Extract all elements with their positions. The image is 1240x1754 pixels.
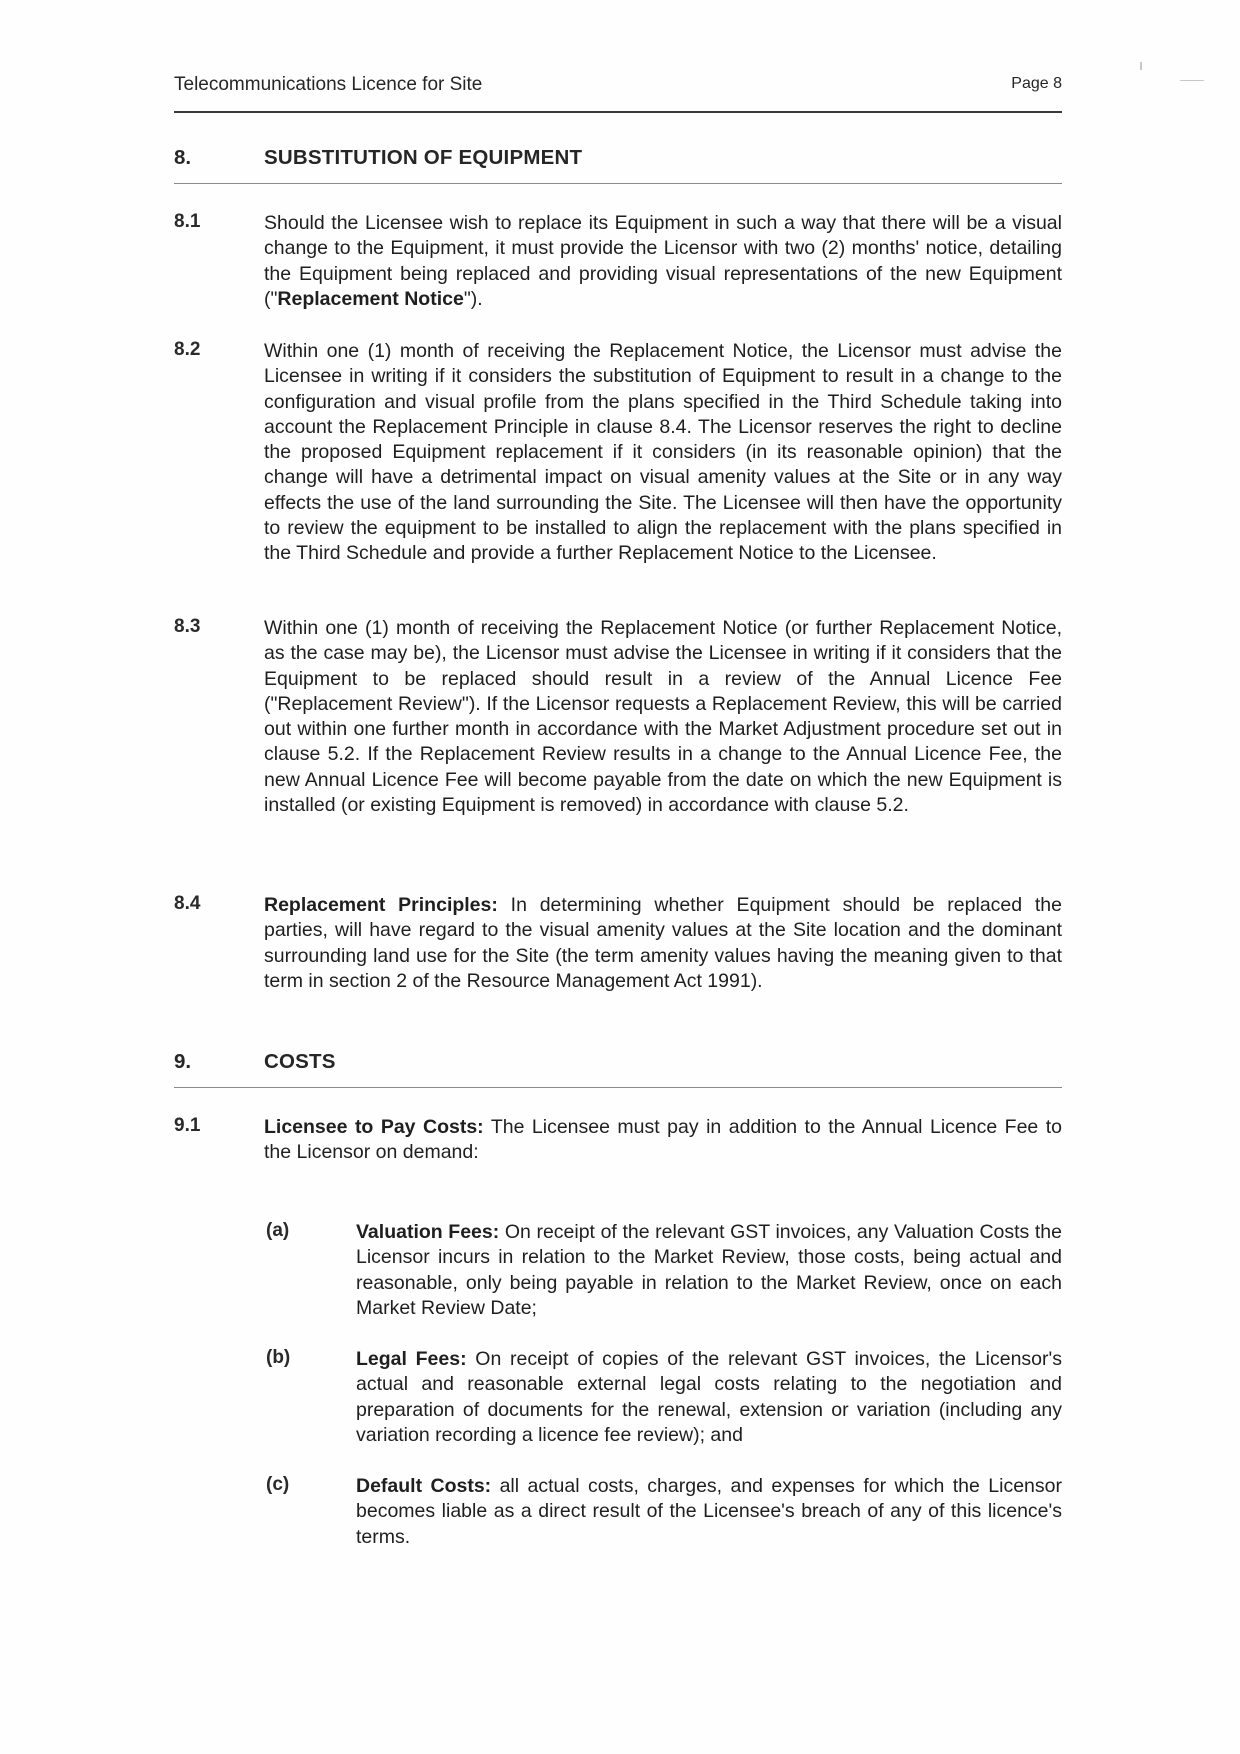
clause-text: Licensee to Pay Costs: The Licensee must pay in addition to the Annual Licence Fee to the Licensor on demand: <box>264 1116 1063 1164</box>
subclause-c <box>264 1474 1062 1550</box>
clause-9-1 <box>174 1115 1062 1166</box>
clause-number: 8.2 <box>174 339 201 360</box>
clause-8-4 <box>174 893 1062 994</box>
clause-number: 8.3 <box>174 616 201 637</box>
scan-artifact <box>1180 80 1204 81</box>
section-title: SUBSTITUTION OF EQUIPMENT <box>264 146 583 169</box>
subclause-lead: Default Costs: <box>356 1475 492 1497</box>
defined-term: Replacement Notice <box>277 287 464 310</box>
header-divider <box>174 111 1062 113</box>
clause-number: 8.1 <box>174 211 201 232</box>
subclause-lead: Legal Fees: <box>356 1348 467 1370</box>
section-divider <box>174 1087 1062 1088</box>
clause-text: Within one (1) month of receiving the Replacement Notice (or further Replacement Notice, as the case may be), the Licensor must advise the Licensee in writing if it considers that the Equipment to be replaced should result in a review of the Annual Licence Fee ("Replacement Review"). If the Licensor requests a Replacement Review, this will be carried out within one further month in accordance with the Market Adjustment procedure set out in clause 5.2. If the Replacement Review results in a change to the Annual Licence Fee, the new Annual Licence Fee will become payable from the date on which the new Equipment is installed (or existing Equipment is removed) in accordance with clause 5.2. <box>264 617 1062 817</box>
subclause-b <box>264 1347 1062 1448</box>
subclause-label: (c) <box>266 1474 290 1495</box>
clause-number: 9.1 <box>174 1115 201 1136</box>
clause-number: 8.4 <box>174 893 201 914</box>
scan-artifact <box>1140 62 1142 70</box>
document-title: Telecommunications Licence for Site <box>174 74 483 95</box>
clause-text: Replacement Principles: In determining whether Equipment should be replaced the parties, will have regard to the visual amenity values at the Site location and the dominant surrounding land use for the Site (the term amenity values having the meaning given to that term in section 2 of the Resource Management Act 1991). <box>264 894 1063 992</box>
clause-text: Should the Licensee wish to replace its Equipment in such a way that there will be a visual change to the Equipment, it must provide the Licensor with two (2) months' notice, detailing the Equipment being replaced and providing visual representations of the new Equipment ("Replacement Notice"). <box>264 212 1062 310</box>
clause-8-3 <box>174 616 1062 818</box>
clause-text: Within one (1) month of receiving the Replacement Notice, the Licensor must advise the Licensee in writing if it considers the substitution of Equipment to result in a change to the configuration and visual profile from the plans specified in the Third Schedule taking into account the Replacement Principle in clause 8.4. The Licensor reserves the right to decline the proposed Equipment replacement if it considers (in its reasonable opinion) that the change will have a detrimental impact on visual amenity values at the Site or in any way effects the use of the land surrounding the Site. The Licensee will then have the opportunity to review the equipment to be installed to align the replacement with the plans specified in the Third Schedule and provide a further Replacement Notice to the Licensee. <box>264 340 1062 565</box>
clause-lead: Replacement Principles: <box>264 894 498 916</box>
page-number: Page 8 <box>1011 75 1062 92</box>
clause-8-2 <box>174 339 1062 567</box>
clause-8-1 <box>174 211 1062 312</box>
section-title: COSTS <box>264 1050 336 1073</box>
subclause-text: Valuation Fees: On receipt of the relevant GST invoices, any Valuation Costs the Licensor incurs in relation to the Market Review, those costs, being actual and reasonable, only being payable in relation to the Market Review, once on each Market Review Date; <box>356 1221 1062 1319</box>
subclause-lead: Valuation Fees: <box>356 1221 500 1243</box>
subclause-label: (b) <box>266 1347 291 1368</box>
section-divider <box>174 183 1062 184</box>
subclause-text: Legal Fees: On receipt of copies of the relevant GST invoices, the Licensor's actual and reasonable external legal costs relating to the negotiation and preparation of documents for the renewal, extension or variation (including any variation recording a licence fee review); and <box>356 1348 1062 1446</box>
page-header <box>174 72 1062 112</box>
subclause-a <box>264 1220 1062 1321</box>
subclause-label: (a) <box>266 1220 290 1241</box>
clause-lead: Licensee to Pay Costs: <box>264 1116 484 1138</box>
section-number: 8. <box>174 146 192 169</box>
section-number: 9. <box>174 1050 192 1073</box>
subclause-text: Default Costs: all actual costs, charges, and expenses for which the Licensor becomes liable as a direct result of the Licensee's breach of any of this licence's terms. <box>356 1475 1062 1548</box>
